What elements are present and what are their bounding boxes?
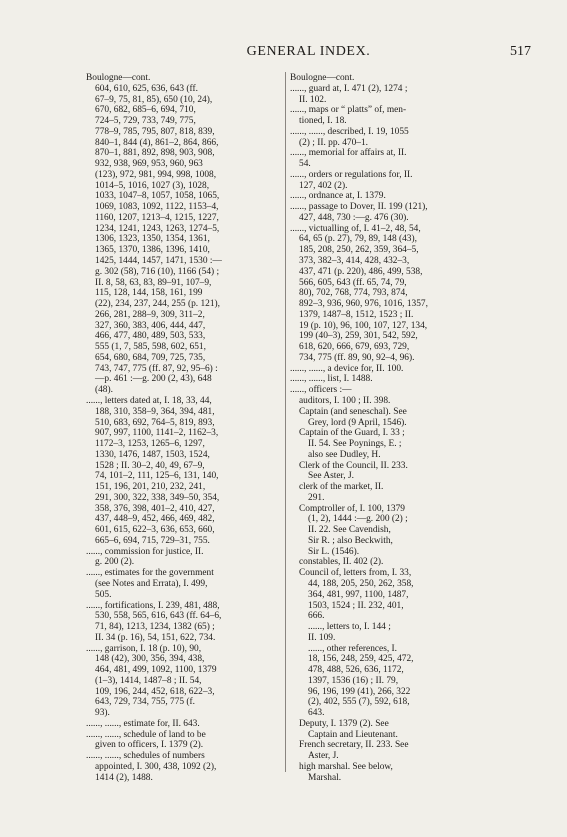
index-line: 1172–3, 1253, 1265–6, 1297, <box>95 439 205 450</box>
index-line: 18, 156, 248, 259, 425, 472, <box>308 654 414 665</box>
index-line: 670, 682, 685–6, 694, 710, <box>95 105 196 116</box>
index-line: ......, officers :— <box>290 385 352 396</box>
index-line: (123), 972, 981, 994, 998, 1008, <box>95 169 217 180</box>
index-line: Sir L. (1546). <box>308 546 360 557</box>
index-line: 291. <box>308 492 325 503</box>
index-line: French secretary, II. 233. See <box>299 740 409 751</box>
index-line: 1014–5, 1016, 1027 (3), 1028, <box>95 180 210 191</box>
index-line: 1503, 1524 ; II. 232, 401, <box>308 600 404 611</box>
index-line: ......, ......, list, I. 1488. <box>290 374 373 385</box>
index-line: Aster, J. <box>308 751 339 762</box>
index-line: 327, 360, 383, 406, 444, 447, <box>95 320 206 331</box>
index-line: 907, 997, 1100, 1141–2, 1162–3, <box>95 428 219 439</box>
index-line: 96, 196, 199 (41), 266, 322 <box>308 686 411 697</box>
index-line: 604, 610, 625, 636, 643 (ff. <box>95 83 198 94</box>
index-line: 291, 300, 322, 338, 349–50, 354, <box>95 492 220 503</box>
index-line: Grey, lord (9 April, 1546). <box>308 417 407 428</box>
index-line: 93). <box>95 708 110 719</box>
index-line: II. 34 (p. 16), 54, 151, 622, 734. <box>95 632 216 643</box>
index-line: 266, 281, 288–9, 309, 311–2, <box>95 309 205 320</box>
index-line: 1379, 1487–8, 1512, 1523 ; II. <box>299 309 414 320</box>
index-line: Council of, letters from, I. 33, <box>299 568 412 579</box>
index-line: 185, 208, 250, 262, 359, 364–5, <box>299 245 419 256</box>
index-line: 1414 (2), 1488. <box>95 772 153 783</box>
index-line: 1234, 1241, 1243, 1263, 1274–5, <box>95 223 220 234</box>
index-line: clerk of the market, II. <box>299 482 384 493</box>
index-line: Sir R. ; also Beckwith, <box>308 535 393 546</box>
index-line: 358, 376, 398, 401–2, 410, 427, <box>95 503 215 514</box>
index-line: 1397, 1536 (16) ; II. 79, <box>308 675 399 686</box>
index-line: 505. <box>95 589 112 600</box>
index-line: ......, ordnance at, I. 1379. <box>290 191 386 202</box>
index-line: 373, 382–3, 414, 428, 432–3, <box>299 256 410 267</box>
column-divider <box>285 72 286 772</box>
index-line: 188, 310, 358–9, 364, 394, 481, <box>95 406 215 417</box>
index-line: 151, 196, 201, 210, 232, 241, <box>95 482 206 493</box>
index-line: 932, 938, 969, 953, 960, 963 <box>95 159 203 170</box>
index-line: 892–3, 936, 960, 976, 1016, 1357, <box>299 299 428 310</box>
index-line: 115, 128, 144, 158, 161, 199 <box>95 288 203 299</box>
index-line: 643. <box>308 708 325 719</box>
index-line: 1033, 1047–8, 1057, 1058, 1065, <box>95 191 220 202</box>
index-line: ......, memorial for affairs at, II. <box>290 148 407 159</box>
index-line: 19 (p. 10), 96, 100, 107, 127, 134, <box>299 320 428 331</box>
index-line: ......, victualling of, I. 41–2, 48, 54, <box>290 223 421 234</box>
index-line: 54. <box>299 159 311 170</box>
index-line: 743, 747, 775 (ff. 87, 92, 95–6) : <box>95 363 218 374</box>
index-line: 464, 481, 499, 1092, 1100, 1379 <box>95 665 217 676</box>
index-line: ......, letters dated at, I. 18, 33, 44, <box>86 395 212 406</box>
index-line: 1330, 1476, 1487, 1503, 1524, <box>95 449 210 460</box>
index-line: (2) ; II. pp. 470–1. <box>299 137 368 148</box>
index-line: 1069, 1083, 1092, 1122, 1153–4, <box>95 202 219 213</box>
index-line: 530, 558, 565, 616, 643 (ff. 64–6, <box>95 611 222 622</box>
index-line: (22), 234, 237, 244, 255 (p. 121), <box>95 299 220 310</box>
index-line: Boulogne—cont. <box>86 73 151 83</box>
index-line: 724–5, 729, 733, 749, 775, <box>95 116 196 127</box>
page-header <box>86 44 531 64</box>
index-line: 1306, 1323, 1350, 1354, 1361, <box>95 234 210 245</box>
index-line: ......, garrison, I. 18 (p. 10), 90, <box>86 643 202 654</box>
index-line: high marshal. See below, <box>299 762 393 772</box>
index-line: 643, 729, 734, 755, 775 (f. <box>95 697 195 708</box>
index-line: II. 8, 58, 63, 83, 89–91, 107–9, <box>95 277 212 288</box>
index-line: 666. <box>308 611 325 622</box>
index-line: 778–9, 785, 795, 807, 818, 839, <box>95 126 215 137</box>
index-line: g. 200 (2). <box>95 557 135 568</box>
index-line: ......, ......, schedule of land to be <box>86 729 206 740</box>
index-line: 1160, 1207, 1213–4, 1215, 1227, <box>95 212 219 223</box>
index-line: tioned, I. 18. <box>299 116 347 127</box>
index-line: II. 102. <box>299 94 327 105</box>
index-line: ......, passage to Dover, II. 199 (121), <box>290 202 428 213</box>
index-line: II. 54. See Poynings, E. ; <box>308 439 402 450</box>
index-line: 510, 683, 692, 764–5, 819, 893, <box>95 417 215 428</box>
index-line: Clerk of the Council, II. 233. <box>299 460 408 471</box>
index-line: given to officers, I. 1379 (2). <box>95 740 204 751</box>
index-line: 437, 448–9, 452, 466, 469, 482, <box>95 514 215 525</box>
index-line: 44, 188, 205, 250, 262, 358, <box>308 578 414 589</box>
index-line: ......, maps or “ platts” of, men- <box>290 105 407 116</box>
index-line: 199 (40–3), 259, 301, 542, 592, <box>299 331 418 342</box>
index-line: (1, 2), 1444 :—g. 200 (2) ; <box>308 514 408 525</box>
index-line: II. 109. <box>308 632 336 643</box>
index-line: ......, letters to, I. 144 ; <box>308 622 391 633</box>
index-line: 870–1, 881, 892, 898, 903, 908, <box>95 148 215 159</box>
index-line: 109, 196, 244, 452, 618, 622–3, <box>95 686 215 697</box>
index-line: —p. 461 :—g. 200 (2, 43), 648 <box>95 374 212 385</box>
index-line: Captain and Lieutenant. <box>308 729 398 740</box>
index-line: appointed, I. 300, 438, 1092 (2), <box>95 762 217 772</box>
index-line: See Aster, J. <box>308 471 354 482</box>
index-line: ......, commission for justice, II. <box>86 546 204 557</box>
index-line: (2), 402, 555 (7), 592, 618, <box>308 697 410 708</box>
index-line: 1365, 1370, 1386, 1396, 1410, <box>95 245 210 256</box>
index-line: 437, 471 (p. 220), 486, 499, 538, <box>299 266 423 277</box>
index-line: ......, fortifications, I. 239, 481, 488, <box>86 600 220 611</box>
index-line: (1–3), 1414, 1487–8 ; II. 54, <box>95 675 202 686</box>
index-line: ......, ......, described, I. 19, 1055 <box>290 126 409 137</box>
index-line: ......, ......, estimate for, II. 643. <box>86 718 200 729</box>
index-line: 71, 84), 1213, 1234, 1382 (65) ; <box>95 622 215 633</box>
index-line: 840–1, 844 (4), 861–2, 864, 866, <box>95 137 219 148</box>
index-column-left <box>86 73 280 784</box>
index-line: (see Notes and Errata), I. 499, <box>95 578 208 589</box>
page-number: 517 <box>510 44 531 59</box>
index-line: ......, estimates for the government <box>86 568 214 579</box>
index-line: ......, ......, a device for, II. 100. <box>290 363 404 374</box>
index-line: 148 (42), 300, 356, 394, 438, <box>95 654 205 665</box>
index-line: 654, 680, 684, 709, 725, 735, <box>95 352 206 363</box>
index-line: 734, 775 (ff. 89, 90, 92–4, 96). <box>299 352 415 363</box>
index-line: 665–6, 694, 715, 729–31, 755. <box>95 535 210 546</box>
index-line: 427, 448, 730 :—g. 476 (30). <box>299 212 409 223</box>
index-line: 478, 488, 526, 636, 1172, <box>308 665 404 676</box>
index-column-right <box>290 73 531 784</box>
index-line: 1425, 1444, 1457, 1471, 1530 :— <box>95 256 222 267</box>
index-line: 364, 481, 997, 1100, 1487, <box>308 589 409 600</box>
index-line: ......, orders or regulations for, II. <box>290 169 413 180</box>
index-line: ......, other references, I. <box>308 643 398 654</box>
index-line: Captain of the Guard, I. 33 ; <box>299 428 405 439</box>
index-line: Deputy, I. 1379 (2). See <box>299 718 389 729</box>
index-line: g. 302 (58), 716 (10), 1166 (54) ; <box>95 266 220 277</box>
index-line: Marshal. <box>308 772 342 783</box>
index-line: ......, guard at, I. 471 (2), 1274 ; <box>290 83 408 94</box>
index-line: Boulogne—cont. <box>290 73 355 83</box>
index-line: ......, ......, schedules of numbers <box>86 751 205 762</box>
index-line: constables, II. 402 (2). <box>299 557 384 568</box>
running-title: GENERAL INDEX. <box>246 44 371 59</box>
index-line: 555 (1, 7, 585, 598, 602, 651, <box>95 342 206 353</box>
index-line: 74, 101–2, 111, 125–6, 131, 140, <box>95 471 219 482</box>
index-line: also see Dudley, H. <box>308 449 381 460</box>
index-line: 466, 477, 480, 489, 503, 533, <box>95 331 206 342</box>
index-line: 80), 702, 768, 774, 793, 874, <box>299 288 408 299</box>
index-line: II. 22. See Cavendish, <box>308 525 391 536</box>
index-line: Captain (and seneschal). See <box>299 406 407 417</box>
index-line: 566, 605, 643 (ff. 65, 74, 79, <box>299 277 407 288</box>
index-line: 601, 615, 622–3, 636, 653, 660, <box>95 525 215 536</box>
index-line: 618, 620, 666, 679, 693, 729, <box>299 342 410 353</box>
index-line: auditors, I. 100 ; II. 398. <box>299 395 391 406</box>
index-line: Comptroller of, I. 100, 1379 <box>299 503 405 514</box>
index-line: 64, 65 (p. 27), 79, 89, 148 (43), <box>299 234 417 245</box>
index-line: (48). <box>95 385 113 396</box>
index-line: 67–9, 75, 81, 85), 650 (10, 24), <box>95 94 213 105</box>
index-line: 127, 402 (2). <box>299 180 348 191</box>
index-line: 1528 ; II. 30–2, 40, 49, 67–9, <box>95 460 205 471</box>
